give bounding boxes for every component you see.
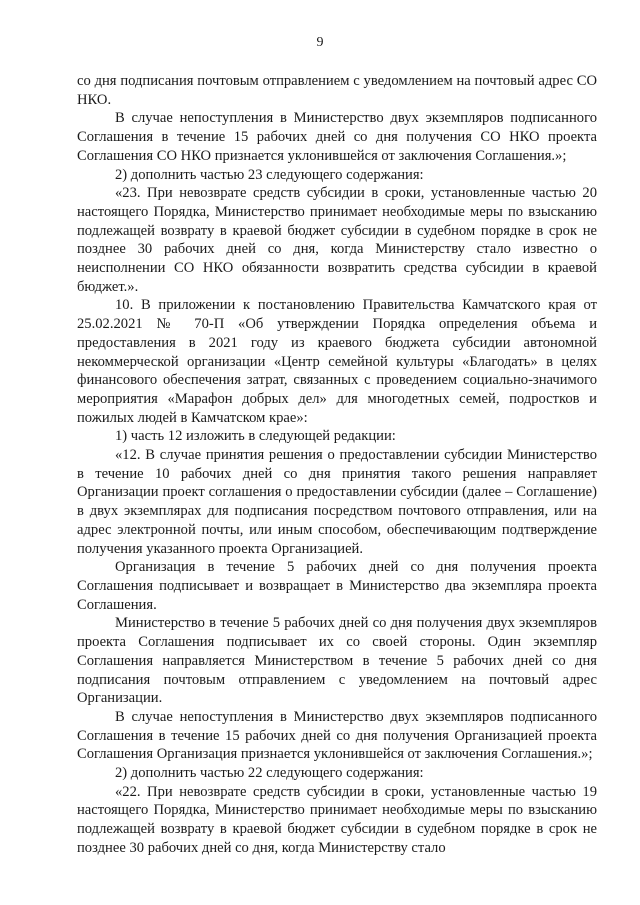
paragraph: Министерство в течение 5 рабочих дней со дня получения двух экземпляров проекта Соглашения подписывает их со своей стороны. Один экземпляр Соглашения направляется Министерством в течение 5 рабочих дней со дня подписания почтовым отправлением с уведомлением на почтовый адрес Организации. (77, 615, 597, 707)
paragraph: «22. При невозврате средств субсидии в сроки, установленные частью 19 настоящего Порядка, Министерство принимает необходимые меры по взысканию подлежащей возврату в краевой бюджет субсидии в судебном порядке в срок не позднее 30 рабочих дней со дня, когда Министерству стало (77, 783, 597, 856)
paragraph: Организация в течение 5 рабочих дней со дня получения проекта Соглашения подписывает и возвращает в Министерство два экземпляра проекта Соглашения. (77, 559, 597, 613)
paragraph: 2) дополнить частью 22 следующего содержания: (115, 765, 424, 782)
paragraph: со дня подписания почтовым отправлением с уведомлением на почтовый адрес СО НКО. (77, 73, 597, 108)
paragraph: «23. При невозврате средств субсидии в сроки, установленные частью 20 настоящего Порядка, Министерство принимает необходимые меры по взысканию подлежащей возврату в краевой бюджет субсидии в судебном порядке в срок не позднее 30 рабочих дней со дня, когда Министерству стало известно о неисполнении СО НКО обязанности возвратить средства субсидии в краевой бюджет.». (77, 185, 597, 295)
paragraph: 1) часть 12 изложить в следующей редакции: (115, 428, 396, 445)
paragraph: 10. В приложении к постановлению Правительства Камчатского края от 25.02.2021 № 70-П «Об утверждении Порядка определения объема и предоставления в 2021 году из краевого бюджета субсидии автономной некоммерческой организации «Центр семейной культуры «Благодать» в целях финансового обеспечения затрат, связанных с проведением социально-значимого мероприятия «Марафон добрых дел» для многодетных семей, подростков и пожилых людей в Камчатском крае»: (77, 297, 597, 426)
paragraph: «12. В случае принятия решения о предоставлении субсидии Министерство в течение 10 рабочих дней со дня принятия такого решения направляет Организации проект соглашения о предоставлении субсидии (далее – Соглашение) в двух экземплярах для подписания посредством почтового отправления, или на адрес электронной почты, или иным способом, обеспечивающим подтверждение получения указанного проекта Организацией. (77, 447, 597, 557)
paragraph: В случае непоступления в Министерство двух экземпляров подписанного Соглашения в течение 15 рабочих дней со дня получения СО НКО проекта Соглашения СО НКО признается уклонившейся от заключения Соглашения.»; (77, 110, 597, 164)
paragraph: В случае непоступления в Министерство двух экземпляров подписанного Соглашения в течение 15 рабочих дней со дня получения Организацией проекта Соглашения Организация признается уклонившейся от заключения Соглашения.»; (77, 708, 597, 763)
paragraph: 2) дополнить частью 23 следующего содержания: (115, 166, 424, 183)
document-body (77, 72, 597, 858)
page-number: 9 (316, 35, 324, 50)
